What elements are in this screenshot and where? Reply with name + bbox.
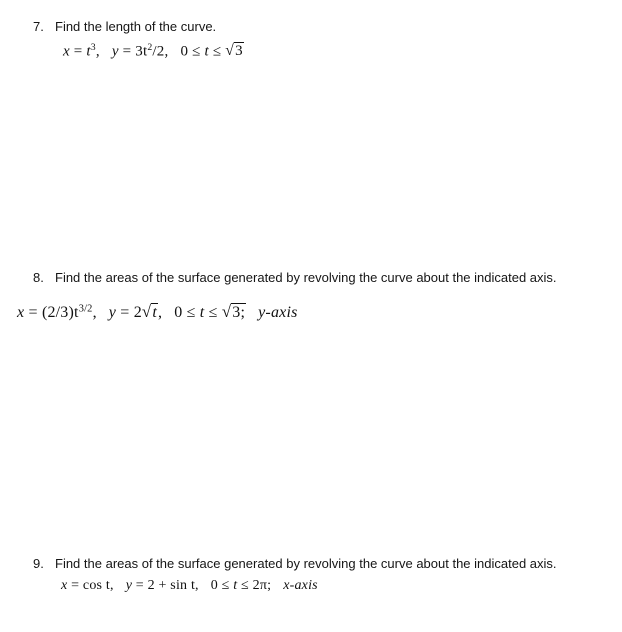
p8-y-sqrt [142, 302, 158, 322]
p9-x-rhs: cos t, [82, 578, 114, 593]
radical-icon: √ [225, 42, 235, 60]
p7-range-op: ≤ [212, 43, 222, 60]
problem-8-heading [33, 270, 557, 285]
problem-8-number: 8. [33, 270, 44, 285]
p8-x-exp: 3/2 [78, 303, 93, 315]
problem-7-formula: $x = t^3$, $y = 3t^2/2$, 0 ≤ t ≤ √3 [63, 42, 243, 60]
p8-radicand: 3; [232, 304, 246, 321]
p7-y-exp: 2 [147, 42, 153, 53]
p9-range-var: t [233, 578, 238, 593]
p7-x-exp: 3 [90, 42, 96, 53]
p7-y-rhs-a: 3t [135, 43, 148, 60]
problem-7-heading [33, 19, 216, 34]
p8-axis: y-axis [258, 304, 298, 321]
p8-x-rhs: (2/3)t [41, 304, 79, 321]
p7-radicand: 3 [235, 43, 243, 60]
problem-9-formula: x = cos t, y = 2 + sin t, 0 ≤ t ≤ 2π; x-axis [61, 578, 318, 593]
problem-9-heading [33, 556, 557, 571]
problem-8-formula: $x = (2/3)t^{3/2}$, y = 2√t, 0 ≤ t ≤ √3; y-axis [17, 302, 298, 321]
problem-9-prompt: Find the areas of the surface generated by revolving the curve about the indicated axis. [55, 556, 557, 571]
p8-range-op: ≤ [208, 304, 218, 321]
problem-7-prompt: Find the length of the curve. [55, 19, 217, 34]
problem-9-number: 9. [33, 556, 44, 571]
p7-sqrt [225, 42, 244, 60]
p9-x-lhs: x [61, 578, 68, 593]
p8-y-rhs-a: 2 [133, 304, 142, 321]
p8-y-lhs: y [108, 304, 117, 321]
p8-range-var: t [199, 304, 205, 321]
p7-y-rhs-b: /2, [152, 43, 169, 60]
problem-7-number: 7. [33, 19, 44, 34]
p9-axis: x-axis [283, 578, 318, 593]
p8-x-lhs: x [17, 304, 25, 321]
p8-y-radicand: t [152, 304, 157, 321]
p7-x-lhs: x [63, 43, 70, 60]
p9-y-lhs: y [125, 578, 133, 593]
p9-y-rhs: 2 + sin t, [147, 578, 199, 593]
problem-8-prompt: Find the areas of the surface generated by revolving the curve about the indicated axis. [55, 270, 557, 285]
radical-icon: √ [141, 302, 152, 321]
radical-icon: √ [221, 302, 232, 321]
p7-range-var: t [204, 43, 209, 60]
p8-range-low: 0 ≤ [174, 304, 196, 321]
p9-range-low: 0 ≤ [210, 578, 230, 593]
p7-x-rhs: t [86, 43, 91, 60]
p9-range-op: ≤ [241, 578, 249, 593]
p9-range-high: 2π; [252, 578, 272, 593]
p7-y-lhs: y [111, 43, 119, 60]
p8-sqrt [222, 302, 246, 322]
p7-range-low: 0 ≤ [180, 43, 201, 60]
